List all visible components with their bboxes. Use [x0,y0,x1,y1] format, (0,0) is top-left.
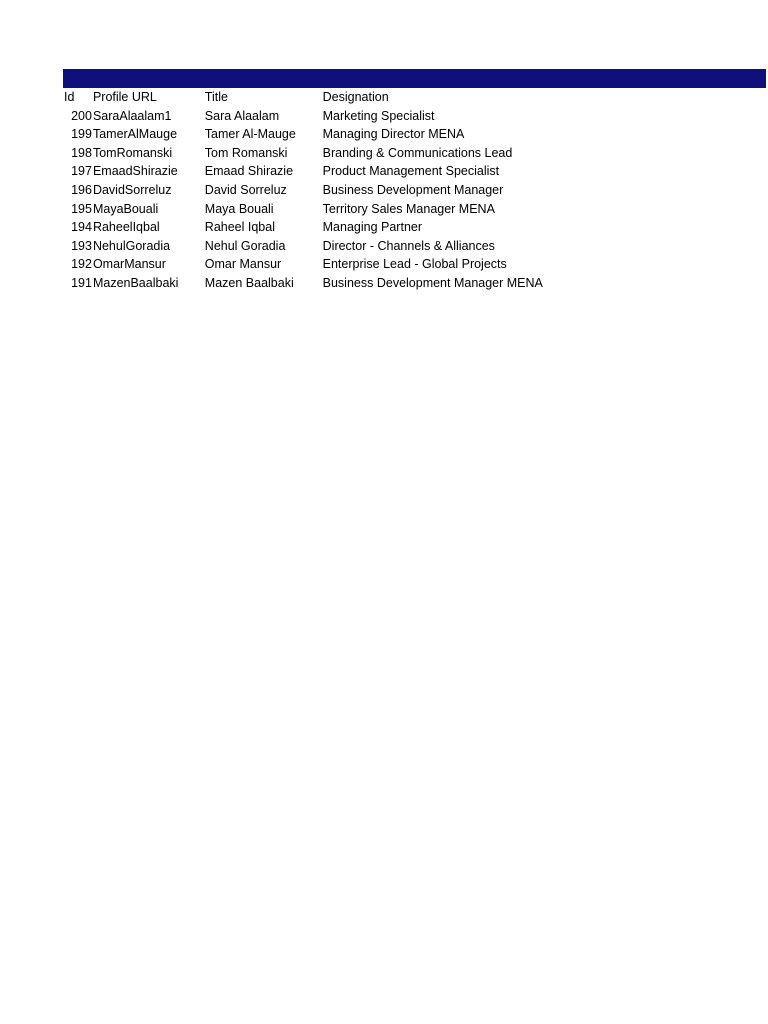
table-row [63,218,663,237]
cell-id: 197 [71,164,92,179]
cell-id: 199 [71,127,92,142]
cell-title: Tom Romanski [204,145,288,160]
cell-id: 194 [71,220,92,235]
table-row [63,125,663,144]
cell-title: Omar Mansur [204,257,282,272]
table-row [63,181,663,200]
table-header-row [63,88,663,107]
cell-title: Emaad Shirazie [204,164,294,179]
cell-profile-url: TomRomanski [92,145,173,160]
table-row [63,237,663,256]
cell-designation: Product Management Specialist [322,164,500,179]
cell-designation: Managing Director MENA [322,127,465,142]
cell-profile-url: RaheelIqbal [92,220,160,235]
cell-profile-url: OmarMansur [92,257,166,272]
cell-designation: Marketing Specialist [322,108,435,123]
cell-designation: Business Development Manager MENA [322,275,543,290]
cell-title: Raheel Iqbal [204,220,275,235]
cell-id: 196 [71,182,92,197]
column-header-id: Id [64,90,75,104]
cell-id: 200 [71,108,92,123]
cell-profile-url: SaraAlaalam1 [92,108,172,123]
cell-id: 195 [71,201,92,216]
cell-designation: Territory Sales Manager MENA [322,201,495,216]
cell-id: 191 [71,275,92,290]
cell-title: Maya Bouali [204,201,274,216]
cell-profile-url: EmaadShirazie [92,164,178,179]
cell-designation: Branding & Communications Lead [322,145,513,160]
cell-id: 198 [71,145,92,160]
cell-title: Sara Alaalam [204,108,280,123]
cell-title: David Sorreluz [204,182,287,197]
cell-title: Mazen Baalbaki [204,275,294,290]
cell-designation: Managing Partner [322,220,423,235]
table-row [63,107,663,126]
profiles-table [63,88,663,293]
cell-title: Nehul Goradia [204,238,286,253]
table-row [63,162,663,181]
cell-profile-url: MazenBaalbaki [92,275,179,290]
column-header-profile-url: Profile URL [92,90,157,104]
cell-profile-url: TamerAlMauge [92,127,178,142]
column-header-designation: Designation [322,90,389,104]
table-row [63,200,663,219]
cell-profile-url: NehulGoradia [92,238,171,253]
cell-id: 193 [71,238,92,253]
cell-profile-url: MayaBouali [92,201,159,216]
cell-designation: Business Development Manager [322,182,504,197]
table-row [63,274,663,293]
column-header-title: Title [204,90,228,104]
cell-id: 192 [71,257,92,272]
header-bar [63,69,766,88]
cell-designation: Enterprise Lead - Global Projects [322,257,507,272]
cell-title: Tamer Al-Mauge [204,127,296,142]
cell-designation: Director - Channels & Alliances [322,238,495,253]
table-row [63,255,663,274]
cell-profile-url: DavidSorreluz [92,182,172,197]
table-row [63,144,663,163]
